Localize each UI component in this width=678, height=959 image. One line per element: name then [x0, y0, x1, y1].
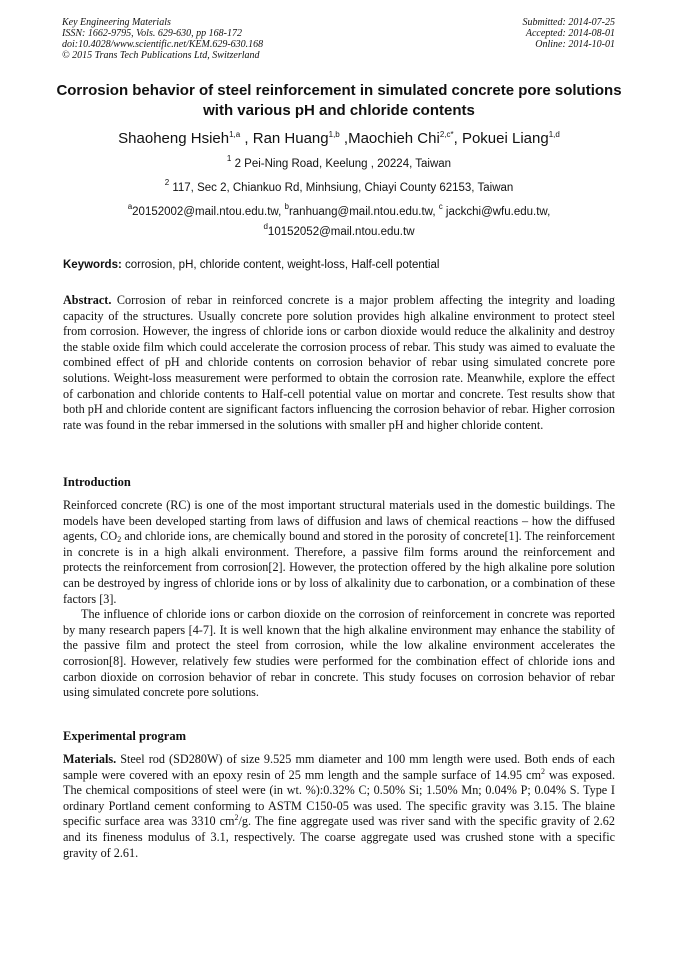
author-name: Maochieh Chi: [348, 130, 440, 147]
affiliation-text: 117, Sec 2, Chiankuo Rd, Minhsiung, Chiayi County 62153, Taiwan: [172, 182, 514, 194]
introduction-body: [63, 498, 615, 701]
section-heading-experimental: Experimental program: [63, 729, 187, 743]
online-date: Online: 2014-10-01: [535, 39, 615, 50]
email-link[interactable]: jackchi@wfu.edu.tw,: [442, 206, 551, 218]
email-link[interactable]: ranhuang@mail.ntou.edu.tw,: [288, 206, 439, 218]
doi-link[interactable]: doi:10.4028/www.scientific.net/KEM.629-630.168: [62, 39, 264, 50]
affiliation: [40, 178, 638, 195]
paragraph-text: /g. The fine aggregate used was river sand with the specific gravity of 2.62 and its fineness modulus of 3.1, respectively. The coarse aggregate used was crushed stone with a specific gravity of 2.61.: [63, 814, 615, 860]
affiliation-number: 1: [226, 154, 232, 163]
journal-info: [62, 17, 263, 61]
paragraph-text: and chloride ions, are chemically bound and stored in the porosity of concrete[1]. The reinforcement in concrete is in a high alkali environment. Therefore, a passive film forms around the reinforcement and protects the reinforcement from corrosion[2]. However, the protection offered by the high alkaline pore solution can be destroyed by ingress of chloride ions or by loss of alkalinity due to carbonation, or a combination of these factors [3].: [63, 529, 615, 606]
issn: ISSN: 1662-9795, Vols. 629-630, pp 168-172: [62, 28, 242, 39]
paragraph: [63, 498, 615, 607]
author-name: Ran Huang: [252, 130, 329, 147]
abstract-label: Abstract.: [63, 293, 112, 307]
superscript: 2: [234, 813, 239, 823]
author-emails: [40, 202, 638, 242]
affiliation-number: 2: [164, 178, 170, 187]
author-affiliation-mark: 2,c*: [439, 130, 454, 139]
author-list: Shaoheng Hsieh$^{1,a}$ , Ran Huang$^{1,b}$ ,Maochieh Chi$^{2,c*}$, Pokuei Liang$^{1,d}$: [118, 130, 560, 147]
keywords-text: corrosion, pH, chloride content, weight-loss, Half-cell potential: [121, 259, 440, 271]
affiliation-text: 2 Pei-Ning Road, Keelung , 20224, Taiwan: [234, 158, 452, 170]
affiliation: [40, 154, 638, 171]
email-link[interactable]: 10152052@mail.ntou.edu.tw: [267, 226, 415, 238]
paper-title: Corrosion behavior of steel reinforcement in simulated concrete pore solutions with various pH and chloride contents: [56, 82, 622, 119]
author-affiliation-mark: 1,d: [548, 130, 560, 139]
author-affiliation-mark: 1,a: [229, 130, 241, 139]
paragraph: The influence of chloride ions or carbon dioxide on the corrosion of reinforcement in concrete was reported by many research papers [4-7]. It is well known that the high alkaline environment may enhance the stability of the passive film and protect the steel from corrosion, while the low alkaline environment accelerates the corrosion[8]. However, relatively few studies were performed for the combination effect of chloride ions and carbon dioxide on corrosion behavior of rebar in concrete. This study focuses on corrosion behavior of rebar using simulated concrete pore solutions.: [63, 607, 615, 700]
keywords-label: Keywords:: [63, 259, 122, 271]
email-mark: d: [263, 222, 268, 231]
section-heading-introduction: Introduction: [63, 475, 131, 489]
paragraph: [63, 752, 615, 861]
paragraph-text: Reinforced concrete (RC) is one of the most important structural materials used in the domestic buildings. The models have been developed starting from laws of diffusion and laws of chemical reactions – how the diffused agents, CO: [63, 498, 615, 544]
keywords: [63, 258, 615, 272]
abstract-text: Corrosion of rebar in reinforced concrete is a major problem affecting the integrity and loading capacity of the structures. Usually concrete pore solution provides high alkaline environment to protect steel from corrosion. However, the ingress of chloride ions or carbon dioxide would reduce the alkalinity and destroy the stable oxide film which could accelerate the corrosion process of rebar. This study was aimed to evaluate the combined effect of pH and chloride contents on corrosion behavior of rebar using simulated concrete pore solutions. Weight-loss measurement were performed to obtain the corrosion rate. Meanwhile, explore the effect of carbonation and chloride contents to Half-cell potential value on mortar and concrete. Test results show that both pH and chloride content are significant factors influencing the corrosion behavior of rebar. Higher corrosion rate was found in the rebar immersed in the solutions with smaller pH and higher chloride content.: [63, 293, 615, 432]
copyright: © 2015 Trans Tech Publications Ltd, Switzerland: [62, 50, 260, 61]
email-mark: c: [438, 202, 443, 211]
journal-name: Key Engineering Materials: [62, 17, 171, 28]
author-name: Shaoheng Hsieh: [118, 130, 230, 147]
email-link[interactable]: 20152002@mail.ntou.edu.tw,: [132, 206, 285, 218]
email-mark: a: [127, 202, 133, 211]
author-affiliation-mark: 1,b: [328, 130, 340, 139]
accepted-date: Accepted: 2014-08-01: [525, 28, 615, 39]
abstract: [63, 293, 615, 433]
paragraph-text: Steel rod (SD280W) of size 9.525 mm diameter and 100 mm length were used. Both ends of each sample were covered with an epoxy resin of 25 mm length and the sample surface of 14.95 cm: [63, 752, 615, 782]
publication-dates: [523, 17, 616, 50]
submitted-date: Submitted: 2014-07-25: [522, 17, 615, 28]
email-mark: b: [284, 202, 289, 211]
materials-label: Materials.: [63, 752, 117, 766]
author-name: Pokuei Liang: [461, 130, 549, 147]
superscript: 2: [541, 766, 546, 776]
paragraph-text: was exposed. The chemical compositions of steel were (in wt. %):0.32% C; 0.50% Si; 1.50% Mn; 0.04% P; 0.04% S. Type I ordinary Portland cement conforming to ASTM C150-05 was used. The specific gravity was 3.15. The blaine specific surface area was 3310 cm: [63, 767, 615, 829]
subscript: 2: [117, 535, 122, 545]
materials-body: [63, 752, 615, 861]
